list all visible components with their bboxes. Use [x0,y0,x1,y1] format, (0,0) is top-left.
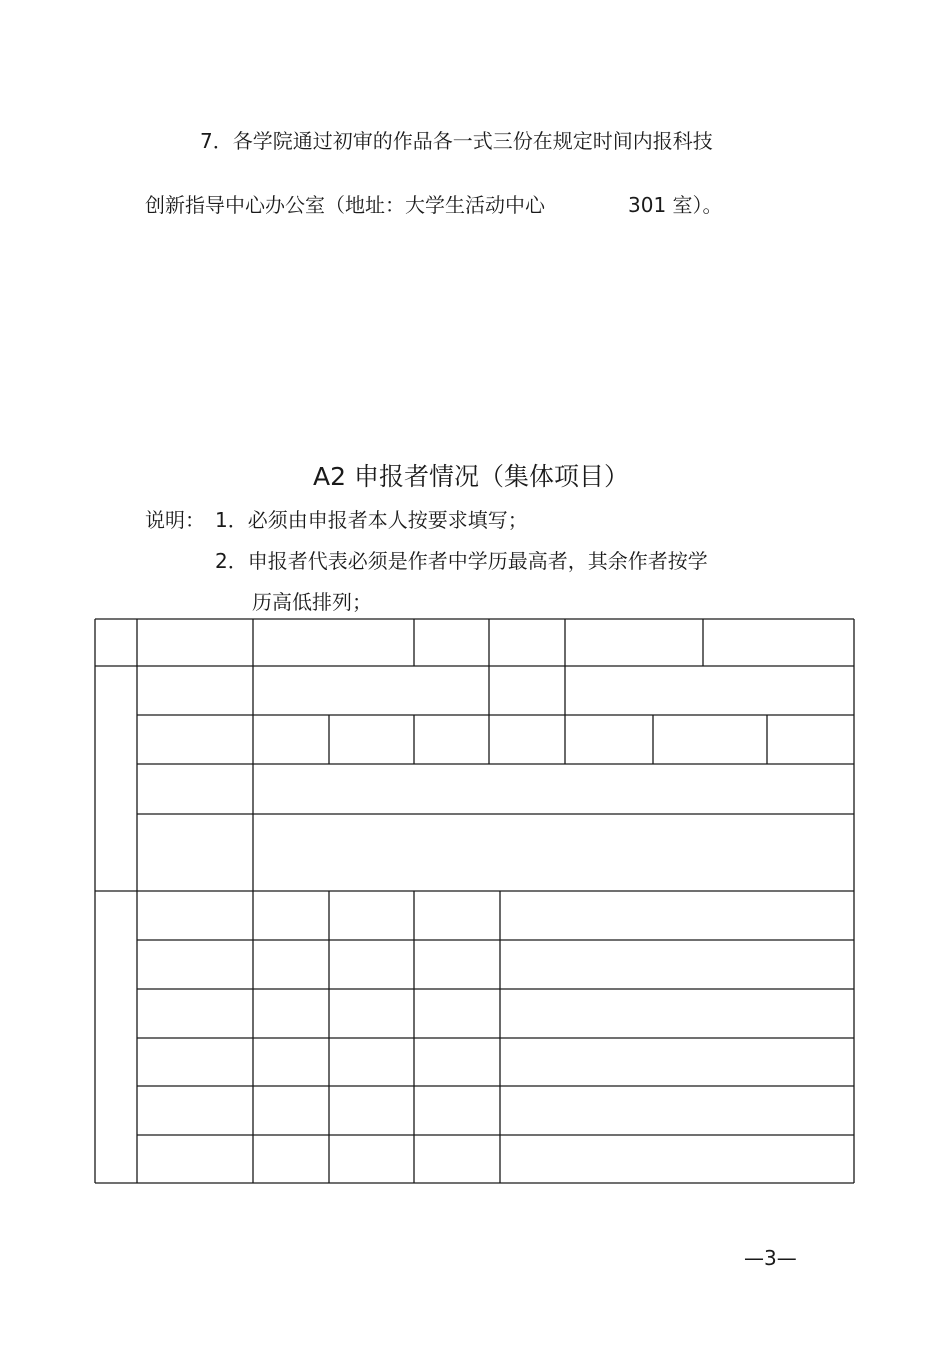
note-1: 1．必须由申报者本人按要求填写； [215,508,528,532]
note-2-line-2: 历高低排列； [252,590,372,614]
intro-line-1: 7．各学院通过初审的作品各一式三份在规定时间内报科技 [200,129,713,153]
section-title: A2 申报者情况（集体项目） [313,462,629,491]
notes-label: 说明： [145,508,205,532]
intro-line-2-room: 301 室）。 [628,193,723,217]
intro-line-2-address: 创新指导中心办公室（地址：大学生活动中心 [145,193,545,217]
page-number: —3— [744,1246,797,1270]
note-2-line-1: 2．申报者代表必须是作者中学历最高者，其余作者按学 [215,549,708,573]
